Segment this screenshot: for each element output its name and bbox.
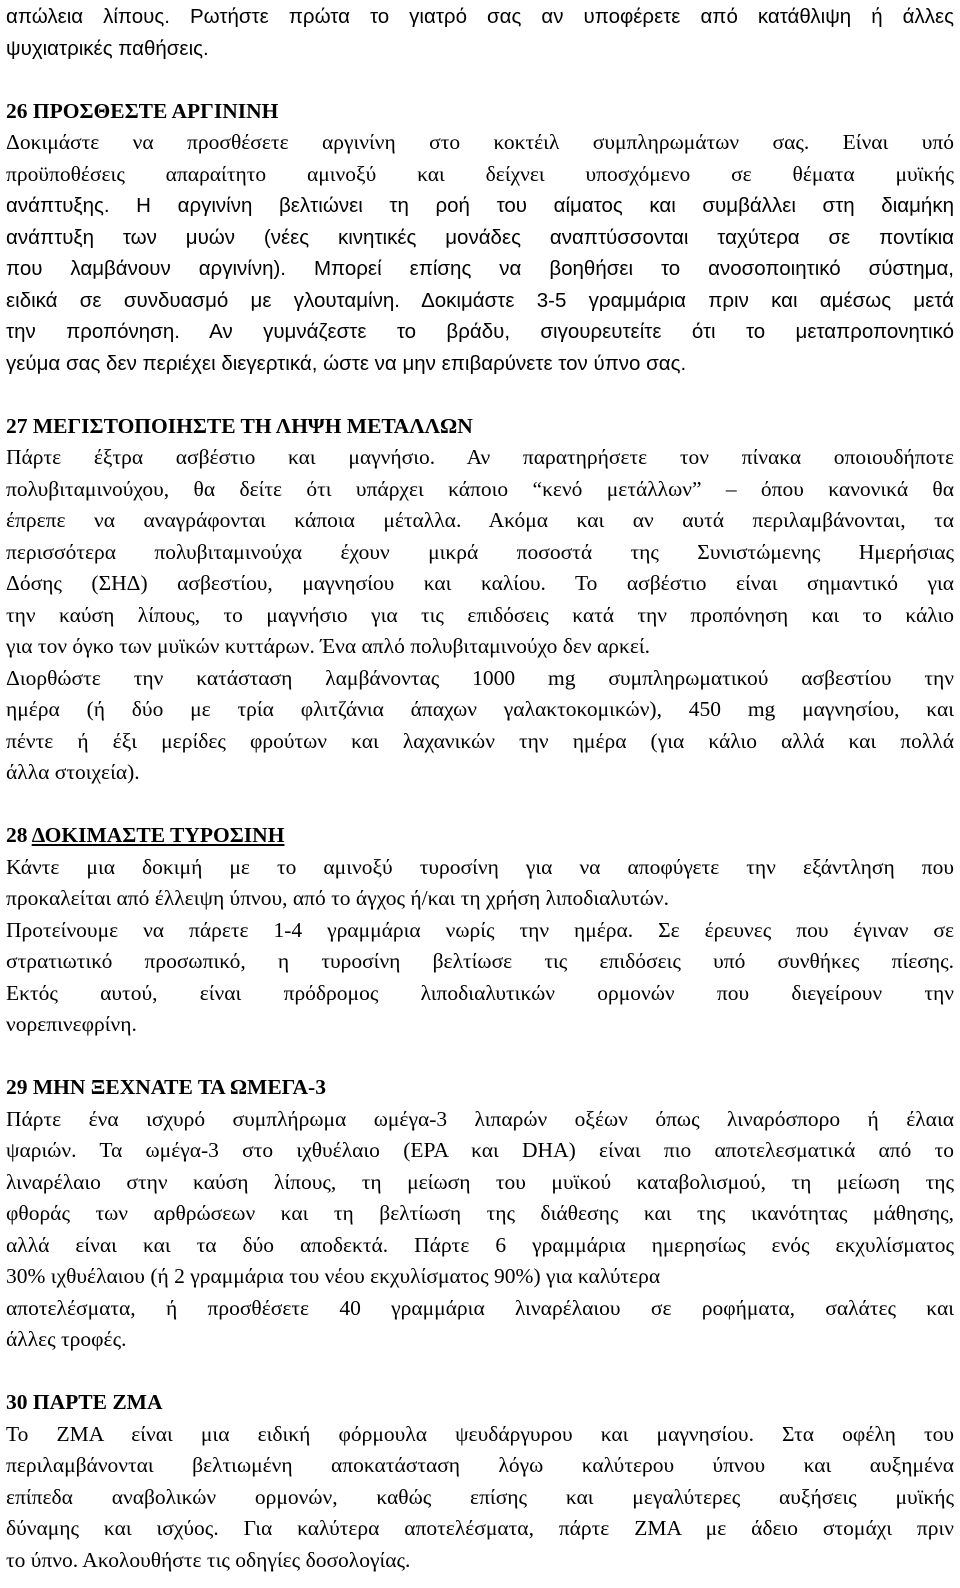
text-line: που λαμβάνουν αργινίνη). Μπορεί επίσης να βοηθήσει το ανοσοποιητικό σύστημα, — [6, 257, 954, 280]
section-29 — [6, 1072, 954, 1356]
text-line: ψυχιατρικές παθήσεις. — [6, 36, 209, 60]
text-line: Εκτός αυτού, είναι πρόδρομος λιποδιαλυτικών ορμονών που διεγείρουν την — [6, 980, 954, 1005]
text-line: έπρεπε να αναγράφονται κάποια μέταλλα. Ακόμα και αν αυτά περιλαμβάνονται, τα — [6, 508, 954, 532]
text-line: για τον όγκο των μυϊκών κυττάρων. Ένα απλό πολυβιταμινούχο δεν αρκεί. — [6, 634, 651, 658]
text-line: πολυβιταμινούχου, θα δείτε ότι υπάρχει κάποιο “κενό μετάλλων” – όπου κανονικά θα — [6, 476, 954, 501]
document-page — [6, 0, 954, 1576]
section-paragraph-sans — [6, 190, 954, 379]
text-line: ημέρα (ή δύο με τρία φλιτζάνια άπαχων γαλακτοκομικών), 450 mg μαγνησίου, και — [6, 697, 954, 721]
section-26 — [6, 96, 954, 380]
section-heading: 29 ΜΗΝ ΞΕΧΝΑΤΕ ΤΑ ΩΜΕΓΑ-3 — [6, 1075, 326, 1099]
text-line: αλλά είναι και τα δύο αποδεκτά. Πάρτε 6 γραμμάρια ημερησίως ενός εκχυλίσματος — [6, 1232, 954, 1257]
text-line: Κάντε μια δοκιμή με το αμινοξύ τυροσίνη για να αποφύγετε την εξάντληση που — [6, 854, 954, 879]
text-line: φθοράς των αρθρώσεων και τη βελτίωση της διάθεσης και της ικανότητας μάθησης, — [6, 1201, 954, 1225]
text-line: απώλεια λίπους. Ρωτήστε πρώτα το γιατρό σας αν υποφέρετε από κατάθλιψη ή άλλες — [6, 5, 954, 28]
section-heading — [6, 820, 954, 852]
section-title: ΔΟΚΙΜΑΣΤΕ ΤΥΡΟΣΙΝΗ — [31, 823, 285, 847]
text-line: Πάρτε ένα ισχυρό συμπλήρωμα ωμέγα-3 λιπαρών οξέων όπως λιναρόσπορο ή έλαια — [6, 1106, 954, 1131]
spacer — [6, 1356, 954, 1388]
text-line: δύναμης και ισχύος. Για καλύτερα αποτελέσματα, πάρτε ΖΜΑ με άδειο στομάχι πριν — [6, 1516, 954, 1540]
section-heading: 27 ΜΕΓΙΣΤΟΠΟΙΗΣΤΕ ΤΗ ΛΗΨΗ ΜΕΤΑΛΛΩΝ — [6, 413, 473, 438]
text-line: ανάπτυξης. Η αργινίνη βελτιώνει τη ροή του αίματος και συμβάλλει στη διαμήκη — [6, 194, 954, 217]
section-number: 28 — [6, 823, 28, 847]
text-line: επίπεδα αναβολικών ορμονών, καθώς επίσης και μεγαλύτερες αυξήσεις μυϊκής — [6, 1484, 954, 1509]
text-line: προϋποθέσεις απαραίτητο αμινοξύ και δείχνει υποσχόμενο σε θέματα μυϊκής — [6, 161, 954, 186]
text-line: αποτελέσματα, ή προσθέσετε 40 γραμμάρια λιναρέλαιου σε ροφήματα, σαλάτες και — [6, 1295, 954, 1320]
text-line: λιναρέλαιο στην καύση λίπους, τη μείωση του μυϊκού καταβολισμού, τη μείωση της — [6, 1169, 954, 1194]
spacer — [6, 1041, 954, 1073]
section-heading: 26 ΠΡΟΣΘΕΣΤΕ ΑΡΓΙΝΙΝΗ — [6, 98, 279, 123]
text-line: Το ΖΜΑ είναι μια ειδική φόρμουλα ψευδάργυρου και μαγνησίου. Στα οφέλη του — [6, 1421, 954, 1446]
text-line: περισσότερα πολυβιταμινούχα έχουν μικρά ποσοστά της Συνιστώμενης Ημερήσιας — [6, 539, 954, 564]
text-line: περιλαμβάνονται βελτιωμένη αποκατάσταση λόγω καλύτερου ύπνου και αυξημένα — [6, 1453, 954, 1477]
text-line: την καύση λίπους, το μαγνήσιο για τις επιδόσεις κατά την προπόνηση και το κάλιο — [6, 602, 954, 627]
section-28 — [6, 820, 954, 1041]
text-line: την προπόνηση. Αν γυμνάζεστε το βράδυ, σιγουρευτείτε ότι το μεταπροπονητικό — [6, 320, 954, 343]
text-line: στρατιωτικό προσωπικό, η τυροσίνη βελτίωσε τις επιδόσεις υπό συνθήκες πίεσης. — [6, 949, 954, 973]
text-line: άλλα στοιχεία). — [6, 760, 140, 784]
text-line: Δοκιμάστε να προσθέσετε αργινίνη στο κοκτέιλ συμπληρωμάτων σας. Είναι υπό — [6, 130, 954, 154]
text-line: Δόσης (ΣΗΔ) ασβεστίου, μαγνησίου και καλίου. Το ασβέστιο είναι σημαντικό για — [6, 571, 954, 595]
spacer — [6, 64, 954, 96]
text-line: ανάπτυξη των μυών (νέες κινητικές μονάδες αναπτύσσονται ταχύτερα σε ποντίκια — [6, 225, 954, 249]
section-heading: 30 ΠΑΡΤΕ ΖΜΑ — [6, 1390, 163, 1414]
section-paragraph — [6, 127, 954, 190]
text-line: προκαλείται από έλλειψη ύπνου, από το άγχος ή/και τη χρήση λιποδιαλυτών. — [6, 886, 669, 910]
text-line: νορεπινεφρίνη. — [6, 1012, 137, 1036]
text-line: ειδικά σε συνδυασμό με γλουταμίνη. Δοκιμάστε 3-5 γραμμάρια πριν και αμέσως μετά — [6, 288, 954, 312]
spacer — [6, 379, 954, 411]
text-line: ψαριών. Τα ωμέγα-3 στο ιχθυέλαιο (EPA και DHA) είναι πιο αποτελεσματικά από το — [6, 1138, 954, 1162]
intro-paragraph — [6, 0, 954, 64]
text-line: πέντε ή έξι μερίδες φρούτων και λαχανικών την ημέρα (για κάλιο αλλά και πολλά — [6, 728, 954, 753]
section-27 — [6, 411, 954, 789]
text-line: 30% ιχθυέλαιου (ή 2 γραμμάρια του νέου εκχυλίσματος 90%) για καλύτερα — [6, 1264, 661, 1288]
text-line: Πάρτε έξτρα ασβέστιο και μαγνήσιο. Αν παρατηρήσετε τον πίνακα οποιουδήποτε — [6, 445, 954, 469]
text-line: το ύπνο. Ακολουθήστε τις οδηγίες δοσολογίας. — [6, 1547, 411, 1572]
section-30 — [6, 1387, 954, 1576]
spacer — [6, 789, 954, 821]
text-line: Προτείνουμε να πάρετε 1-4 γραμμάρια νωρίς την ημέρα. Σε έρευνες που έγιναν σε — [6, 917, 954, 942]
text-line: Διορθώστε την κατάσταση λαμβάνοντας 1000 mg συμπληρωματικού ασβεστίου την — [6, 665, 954, 690]
text-line: άλλες τροφές. — [6, 1327, 127, 1351]
text-line: γεύμα σας δεν περιέχει διεγερτικά, ώστε να μην επιβαρύνετε τον ύπνο σας. — [6, 351, 687, 375]
